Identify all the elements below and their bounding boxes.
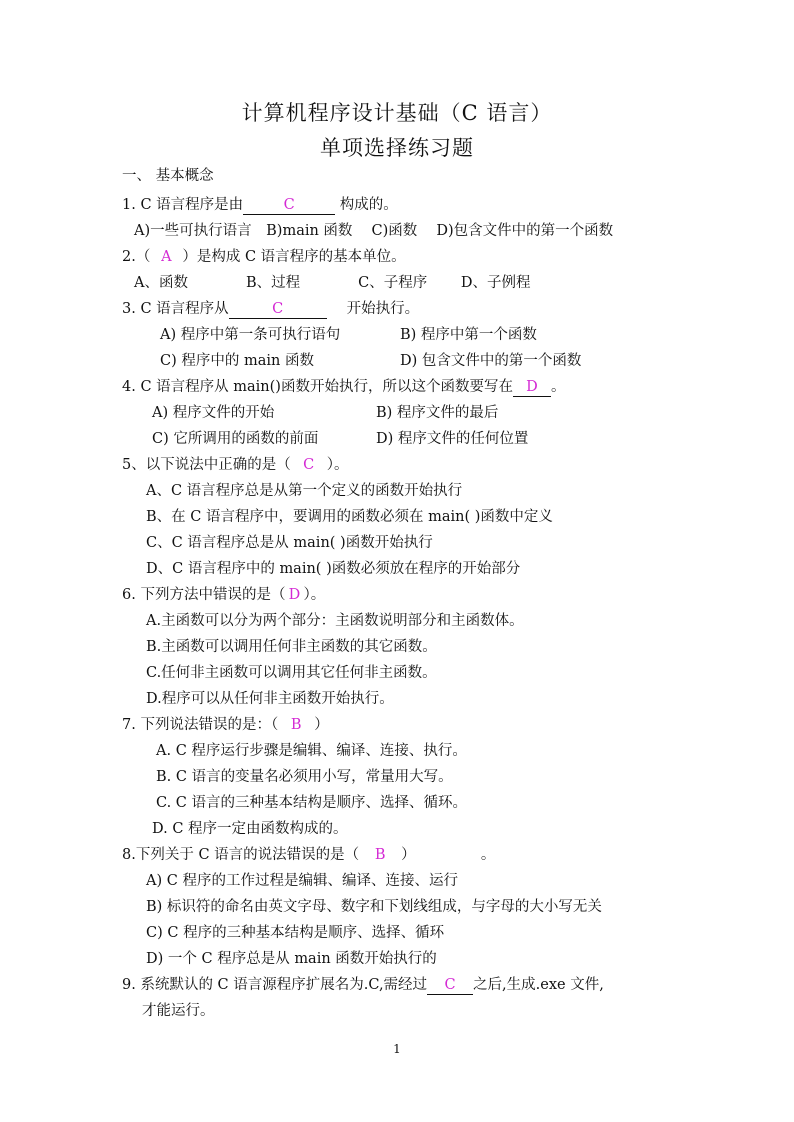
question-8-stem: 8.下列关于 C 语言的说法错误的是（: [122, 847, 360, 863]
question-3-option-d: D) 包含文件中的第一个函数: [400, 353, 582, 369]
question-6-option-c: C.任何非主函数可以调用其它任何非主函数。: [146, 665, 437, 681]
question-6-option-a: A.主函数可以分为两个部分：主函数说明部分和主函数体。: [146, 613, 524, 629]
question-8: [122, 845, 495, 865]
question-2-tail: ）是构成 C 语言程序的基本单位。: [182, 249, 406, 265]
question-5-option-a: A、C 语言程序总是从第一个定义的函数开始执行: [146, 483, 463, 499]
question-3-option-c: C) 程序中的 main 函数: [160, 353, 314, 369]
question-9: [122, 975, 604, 995]
question-4-option-c: C) 它所调用的函数的前面: [152, 431, 319, 447]
question-9-answer: C: [427, 977, 473, 995]
question-8-tail: ） 。: [401, 847, 496, 863]
question-5-answer: C: [303, 457, 315, 473]
question-1-options: A)一些可执行语言 B)main 函数 C)函数 D)包含文件中的第一个函数: [134, 223, 614, 239]
question-7-stem: 7. 下列说法错误的是：（: [122, 717, 279, 733]
question-4-stem: 4. C 语言程序从 main()函数开始执行，所以这个函数要写在: [122, 379, 513, 395]
section-heading: 一、 基本概念: [122, 168, 214, 184]
page-subtitle: 单项选择练习题: [320, 136, 474, 160]
question-5: [122, 455, 348, 475]
question-7-option-a: A. C 程序运行步骤是编辑、编译、连接、执行。: [156, 743, 467, 759]
question-3-option-b: B) 程序中第一个函数: [400, 327, 537, 343]
question-4: [122, 377, 565, 397]
question-5-tail: ）。: [326, 457, 349, 473]
question-5-option-c: C、C 语言程序总是从 main( )函数开始执行: [146, 535, 433, 551]
question-7-tail: ）: [314, 717, 329, 733]
question-3-option-a: A) 程序中第一条可执行语句: [160, 327, 341, 343]
question-5-option-d: D、C 语言程序中的 main( )函数必须放在程序的开始部分: [146, 561, 521, 577]
question-6-answer: D: [288, 587, 301, 603]
question-6-option-d: D.程序可以从任何非主函数开始执行。: [146, 691, 394, 707]
question-3: [122, 299, 419, 319]
question-9-stem: 9. 系统默认的 C 语言源程序扩展名为.C,需经过: [122, 977, 428, 993]
question-8-answer: B: [374, 847, 386, 863]
question-9-continuation: 才能运行。: [142, 1003, 215, 1019]
question-2: [122, 247, 406, 267]
question-5-stem: 5、以下说法中正确的是（: [122, 457, 291, 473]
question-3-answer: C: [229, 301, 327, 319]
question-1-stem: 1. C 语言程序是由: [122, 197, 244, 213]
question-1-answer: C: [243, 197, 335, 215]
question-4-answer: D: [513, 379, 551, 397]
question-7-option-d: D. C 程序一定由函数构成的。: [152, 821, 348, 837]
question-6: [122, 585, 325, 605]
question-8-option-c: C) C 程序的三种基本结构是顺序、选择、循环: [146, 925, 445, 941]
question-2-stem: 2.（: [122, 249, 151, 265]
question-6-stem: 6. 下列方法中错误的是（: [122, 587, 286, 603]
question-3-tail: 开始执行。: [346, 301, 420, 317]
question-2-options: A、函数 B、过程 C、子程序 D、子例程: [134, 275, 531, 291]
question-4-option-b: B) 程序文件的最后: [376, 405, 499, 421]
question-5-option-b: B、在 C 语言程序中，要调用的函数必须在 main( )函数中定义: [146, 509, 553, 525]
question-2-answer: A: [161, 249, 172, 265]
question-1: [122, 195, 398, 215]
question-7-option-b: B. C 语言的变量名必须用小写，常量用大写。: [156, 769, 453, 785]
question-4-option-a: A) 程序文件的开始: [152, 405, 275, 421]
question-6-option-b: B.主函数可以调用任何非主函数的其它函数。: [146, 639, 437, 655]
page-title: 计算机程序设计基础（C 语言）: [241, 101, 553, 125]
question-7-option-c: C. C 语言的三种基本结构是顺序、选择、循环。: [156, 795, 467, 811]
question-8-option-b: B) 标识符的命名由英文字母、数字和下划线组成，与字母的大小写无关: [146, 899, 602, 915]
question-7-answer: B: [290, 717, 302, 733]
question-1-tail: 构成的。: [335, 197, 398, 213]
page-number: 1: [393, 1042, 401, 1056]
question-3-stem: 3. C 语言程序从: [122, 301, 229, 317]
question-8-option-d: D) 一个 C 程序总是从 main 函数开始执行的: [146, 951, 437, 967]
question-6-tail: ）。: [303, 587, 326, 603]
question-8-option-a: A) C 程序的工作过程是编辑、编译、连接、运行: [146, 873, 458, 889]
question-4-option-d: D) 程序文件的任何位置: [376, 431, 529, 447]
question-9-tail: 之后,生成.exe 文件,: [473, 977, 604, 993]
question-4-tail: 。: [550, 379, 566, 395]
question-7: [122, 715, 329, 735]
